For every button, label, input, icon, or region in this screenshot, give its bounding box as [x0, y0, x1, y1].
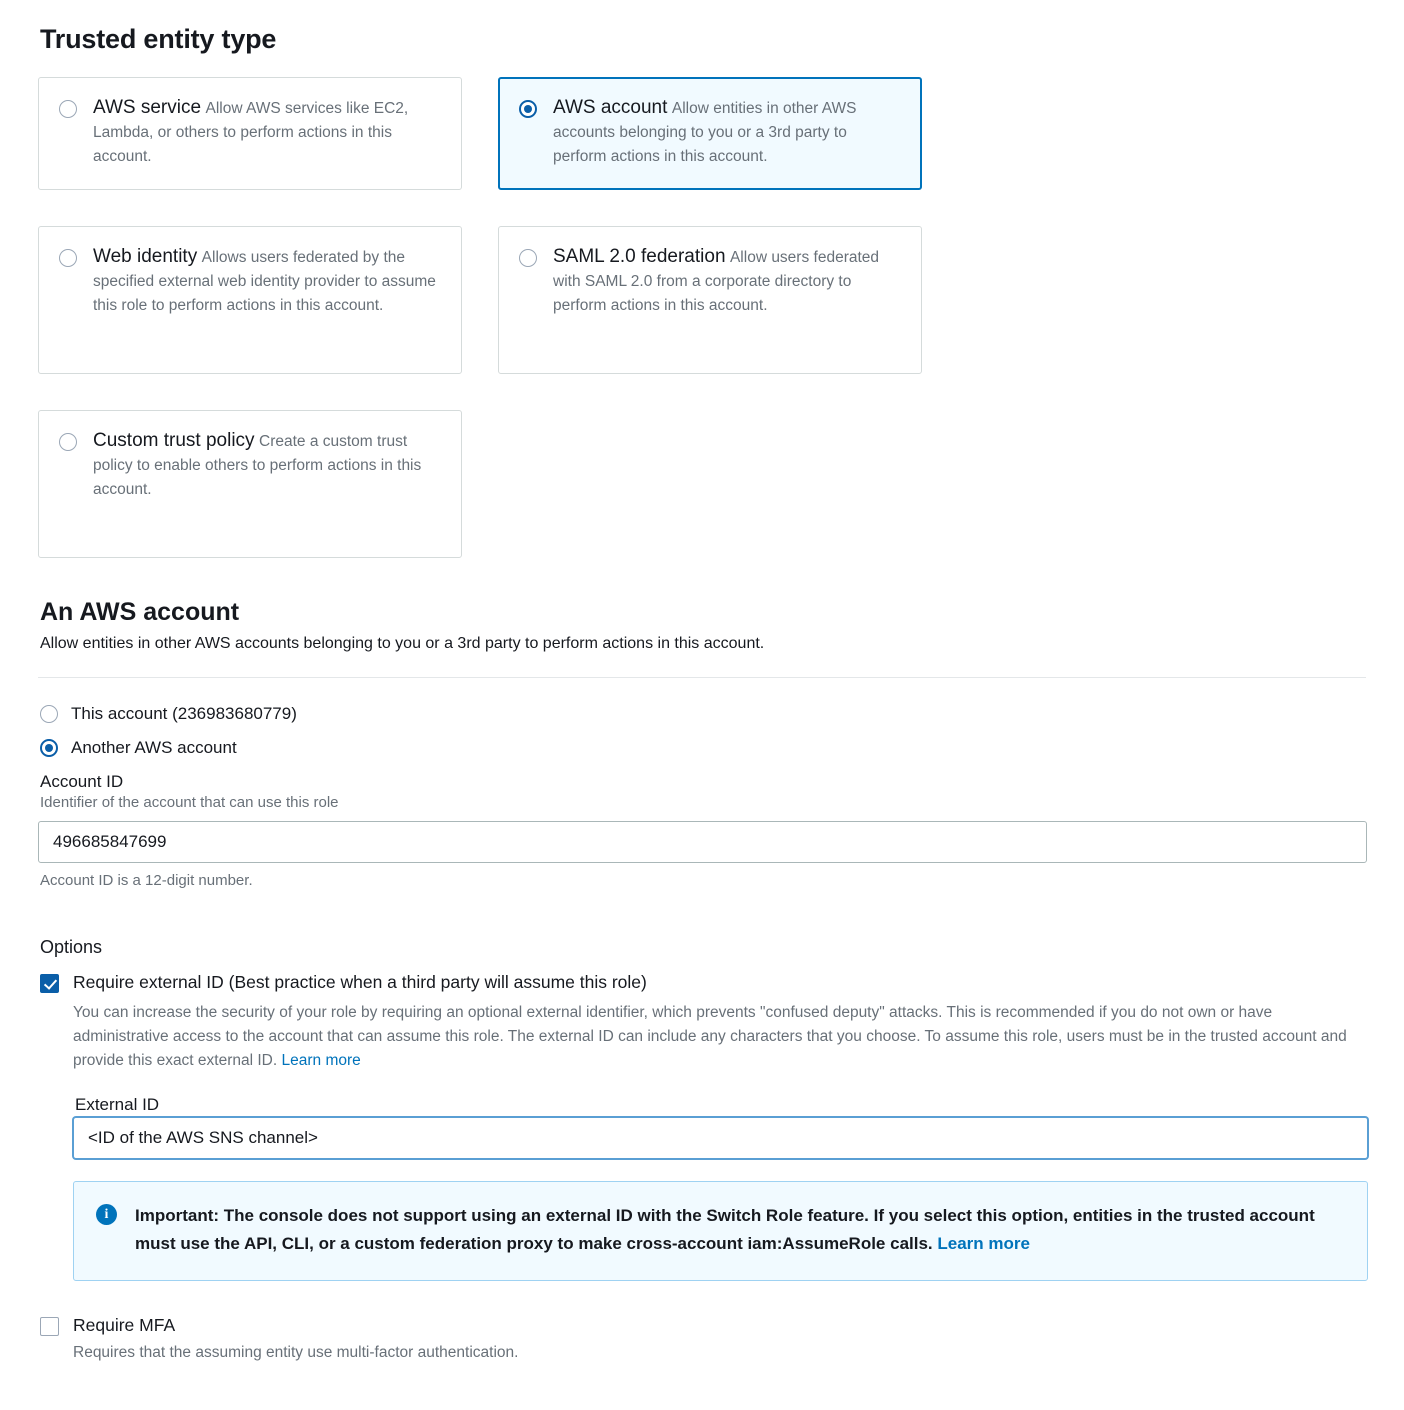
tile-title: AWS service	[93, 97, 202, 118]
divider	[38, 677, 1366, 678]
require-external-id-checkbox[interactable]	[40, 974, 59, 993]
alert-message-text: Important: The console does not support using an external ID with the Switch Role feature. If you select this option, entities in the trusted account must use the API, CLI, or a custom federation proxy to make cross-account iam:AssumeRole calls.	[135, 1206, 1315, 1254]
alert-learn-more-link[interactable]: Learn more	[937, 1234, 1030, 1254]
an-aws-account-heading: An AWS account	[40, 598, 240, 627]
tile-title: SAML 2.0 federation	[553, 246, 726, 268]
tile-title: AWS account	[553, 97, 668, 118]
tile-description: Allows users federated by the specified external web identity provider to assume this role to perform actions in this account.	[93, 249, 436, 315]
external-id-label: External ID	[75, 1095, 160, 1115]
alert-message	[135, 1202, 1345, 1258]
an-aws-account-description: Allow entities in other AWS accounts belonging to you or a 3rd party to perform actions in this account.	[40, 635, 765, 653]
require-external-id-description	[73, 1001, 1366, 1073]
require-external-id-description-text: You can increase the security of your role by requiring an optional external identifier, which prevents "confused deputy" attacks. This is recommended if you do not own or have administrative access to the account that can assume this role. The external ID can include any characters that you choose. To assume this role, users must be in the trusted account and provide this exact external ID.	[73, 1004, 1347, 1070]
tile-aws-account[interactable]	[498, 77, 922, 190]
radio-aws-account[interactable]	[519, 100, 537, 118]
radio-aws-service[interactable]	[59, 100, 77, 118]
info-icon: i	[96, 1204, 117, 1225]
external-id-learn-more-link[interactable]: Learn more	[281, 1052, 361, 1070]
tile-title: Web identity	[93, 246, 198, 268]
options-heading: Options	[40, 937, 103, 958]
external-id-field-group	[73, 1095, 1366, 1159]
option-another-account[interactable]	[40, 738, 1366, 758]
external-id-input[interactable]	[73, 1117, 1368, 1159]
tile-web-identity[interactable]	[38, 226, 462, 374]
require-mfa-description: Requires that the assuming entity use multi-factor authentication.	[73, 1344, 519, 1362]
option-this-account[interactable]	[40, 704, 1366, 724]
tile-description: Allow AWS services like EC2, Lambda, or others to perform actions in this account.	[93, 100, 409, 166]
external-id-info-alert	[73, 1181, 1368, 1281]
tile-description: Allow users federated with SAML 2.0 from a corporate directory to perform actions in this account.	[553, 249, 880, 315]
tile-title: Custom trust policy	[93, 430, 255, 452]
require-mfa-row[interactable]	[40, 1315, 1366, 1336]
account-id-label: Account ID	[40, 772, 124, 792]
require-mfa-label: Require MFA	[73, 1315, 176, 1336]
tile-aws-service[interactable]	[38, 77, 462, 190]
radio-web-identity[interactable]	[59, 249, 77, 267]
require-mfa-checkbox[interactable]	[40, 1317, 59, 1336]
radio-this-account[interactable]	[40, 705, 58, 723]
tile-custom-trust-policy[interactable]	[38, 410, 462, 558]
radio-another-account[interactable]	[40, 739, 58, 757]
radio-custom-trust-policy[interactable]	[59, 433, 77, 451]
require-external-id-label: Require external ID (Best practice when a third party will assume this role)	[73, 972, 647, 993]
require-external-id-row[interactable]	[40, 972, 1366, 993]
another-account-label: Another AWS account	[71, 738, 237, 758]
tile-description: Create a custom trust policy to enable others to perform actions in this account.	[93, 433, 422, 499]
page-title: Trusted entity type	[40, 24, 277, 54]
this-account-label: This account (236983680779)	[71, 704, 297, 724]
account-id-footnote: Account ID is a 12-digit number.	[40, 872, 253, 890]
tile-saml-federation[interactable]	[498, 226, 922, 374]
trusted-entity-type-options	[38, 77, 1366, 558]
account-id-input[interactable]	[38, 821, 1367, 863]
radio-saml-federation[interactable]	[519, 249, 537, 267]
account-id-hint: Identifier of the account that can use this role	[40, 794, 339, 812]
tile-description: Allow entities in other AWS accounts belonging to you or a 3rd party to perform actions in this account.	[553, 100, 857, 166]
